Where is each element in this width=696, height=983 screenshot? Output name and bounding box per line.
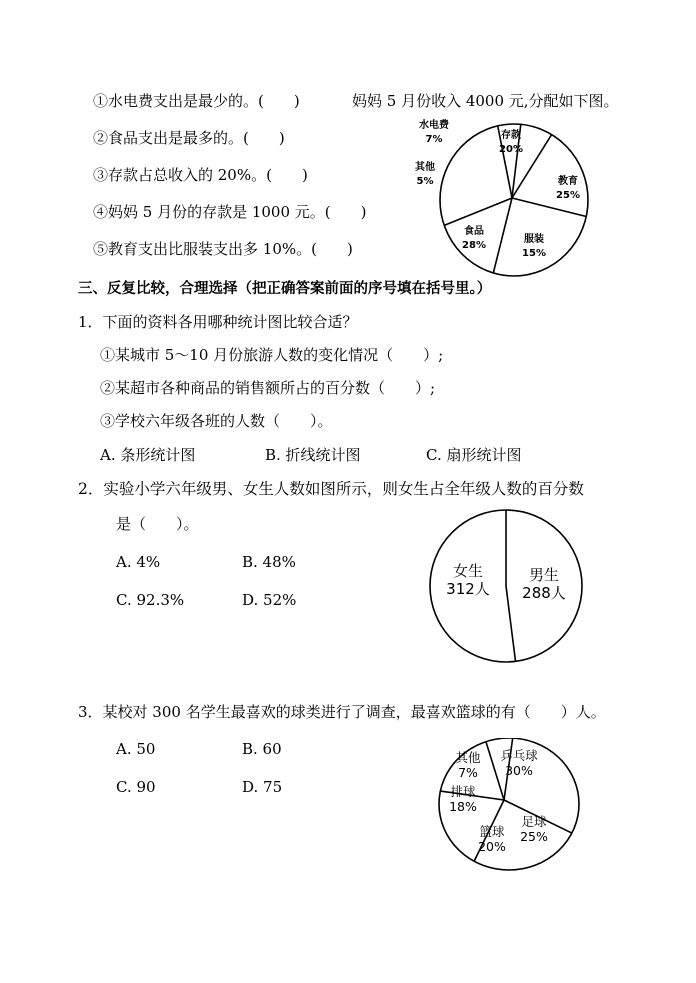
judge-item-1: ①水电费支出是最少的。( )	[93, 92, 300, 110]
q1-option-c: C. 扇形统计图	[426, 446, 522, 464]
q1-item-2: ②某超市各种商品的销售额所占的百分数（ ）;	[100, 379, 436, 397]
judge-item-3: ③存款占总收入的 20%。( )	[93, 166, 308, 184]
q3-option-b: B. 60	[242, 740, 282, 758]
budget-pie-chart	[404, 108, 590, 280]
q1-stem: 1．下面的资料各用哪种统计图比较合适？	[78, 313, 358, 331]
q1-option-a: A. 条形统计图	[100, 446, 196, 464]
q3-option-d: D. 75	[242, 778, 283, 796]
q3-stem: 3．某校对 300 名学生最喜欢的球类进行了调查，最喜欢篮球的有（ ）人。	[78, 703, 606, 721]
q2-stem-line2: 是（ ）。	[116, 515, 199, 533]
ball-sports-pie-chart	[436, 738, 586, 874]
budget-pie-slice-label: 水电费 7%	[419, 120, 449, 145]
q2-stem-line1: 2．实验小学六年级男、女生人数如图所示，则女生占全年级人数的百分数	[78, 480, 584, 498]
q1-item-1: ①某城市 5～10 月份旅游人数的变化情况（ ）;	[100, 346, 444, 364]
q2-option-b: B. 48%	[242, 553, 296, 571]
q1-item-3: ③学校六年级各班的人数（ ）。	[100, 412, 333, 430]
q1-option-b: B. 折线统计图	[265, 446, 361, 464]
ball-pie-slice-label: 排球 18%	[449, 784, 477, 814]
budget-pie-slice-label: 教育 25%	[556, 176, 580, 201]
q2-option-c: C. 92.3%	[116, 591, 185, 609]
q3-option-c: C. 90	[116, 778, 156, 796]
budget-pie-slice-label: 食品 28%	[462, 226, 486, 251]
judge-item-2: ②食品支出是最多的。( )	[93, 129, 285, 147]
judge-item-4: ④妈妈 5 月份的存款是 1000 元。( )	[93, 203, 367, 221]
ball-pie-slice-label: 篮球 20%	[478, 824, 506, 854]
budget-pie-slice-label: 服装 15%	[522, 234, 546, 259]
q2-option-d: D. 52%	[242, 591, 297, 609]
ball-pie-slice-label: 乒乓球 30%	[500, 748, 538, 778]
ball-pie-slice-label: 足球 25%	[520, 814, 548, 844]
gender-pie-slice-label: 女生 312人	[446, 562, 490, 598]
budget-pie-slice-label: 存款 20%	[499, 130, 523, 155]
section-3-heading: 三、反复比较，合理选择（把正确答案前面的序号填在括号里。）	[78, 281, 492, 297]
q3-option-a: A. 50	[116, 740, 156, 758]
budget-pie-slice-label: 其他 5%	[415, 162, 435, 187]
chart-intro: 妈妈 5 月份收入 4000 元,分配如下图。	[352, 92, 619, 110]
gender-pie-slice-label: 男生 288人	[522, 566, 566, 602]
q2-option-a: A. 4%	[116, 553, 161, 571]
ball-pie-slice-label: 其他 7%	[455, 750, 481, 780]
judge-item-5: ⑤教育支出比服装支出多 10%。( )	[93, 240, 353, 258]
gender-pie-chart	[428, 508, 584, 664]
